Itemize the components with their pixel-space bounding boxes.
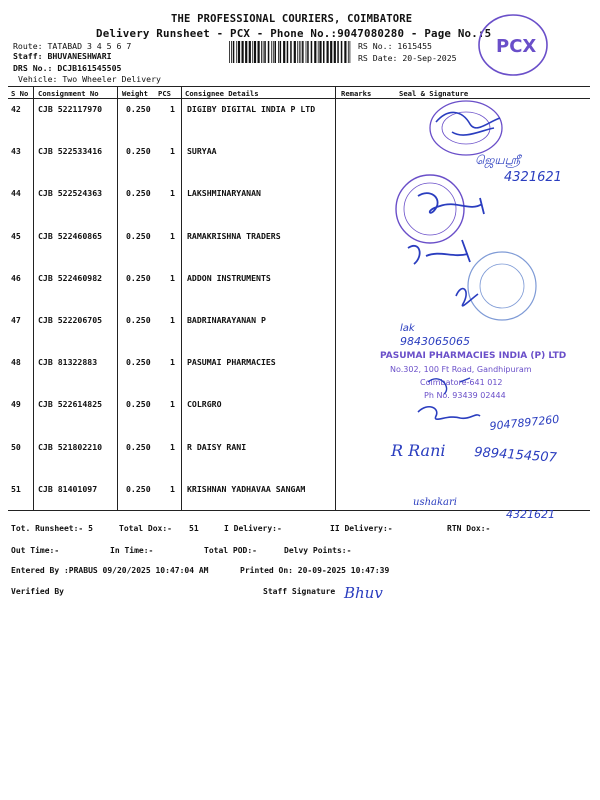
barcode-bar <box>275 41 277 63</box>
barcode-bar <box>350 41 351 63</box>
cell-pcs: 1 <box>170 188 175 199</box>
barcode-bar <box>245 41 247 63</box>
cell-sno: 48 <box>11 357 21 368</box>
barcode-bar <box>319 41 321 63</box>
barcode-bar <box>311 41 313 63</box>
cell-consignment-no: CJB 81322883 <box>38 357 98 368</box>
printed-on: Printed On: 20-09-2025 10:47:39 <box>240 566 390 575</box>
cell-consignee: PASUMAI PHARMACIES <box>187 357 276 368</box>
tot-runsheet: Tot. Runsheet:- 5 <box>11 524 93 533</box>
out-time: Out Time:- <box>11 546 60 555</box>
table-row <box>0 188 600 230</box>
barcode-bar <box>273 41 274 63</box>
cell-consignment-no: CJB 522206705 <box>38 315 103 325</box>
cell-pcs: 1 <box>170 399 175 410</box>
table-header-border <box>8 98 590 99</box>
table-row <box>0 273 600 315</box>
cell-weight: 0.250 <box>126 272 151 283</box>
barcode-bar <box>290 41 292 63</box>
cell-consignee: COLRGRO <box>187 399 222 410</box>
barcode-bar <box>254 41 256 63</box>
cell-weight: 0.250 <box>126 188 151 199</box>
barcode-bar <box>287 41 289 63</box>
r47-phone: 9843065065 <box>400 335 470 348</box>
barcode-bar <box>261 41 262 63</box>
cell-consignment-no: CJB 522460865 <box>38 230 103 241</box>
barcode-bar <box>294 41 296 63</box>
cell-pcs: 1 <box>170 104 175 114</box>
rtn-dox: RTN Dox:- <box>447 524 491 533</box>
staff-signature-label: Staff Signature <box>263 587 336 596</box>
barcode-bar <box>233 41 235 63</box>
cell-consignee: DIGIBY DIGITAL INDIA P LTD <box>187 104 316 114</box>
cell-consignee: BADRINARAYANAN P <box>187 315 266 325</box>
barcode-bar <box>302 41 304 63</box>
r43-name: ஜெயஸ்ரீ <box>475 153 521 167</box>
cell-sno: 43 <box>11 146 21 157</box>
barcode-bar <box>327 41 329 63</box>
r48-stamp-line4: Ph No. 93439 02444 <box>424 391 506 400</box>
barcode-bar <box>271 41 272 63</box>
barcode-bar <box>314 41 316 63</box>
cell-pcs: 1 <box>170 357 175 368</box>
barcode-bar <box>252 41 253 63</box>
cell-consignee: ADDON INSTRUMENTS <box>187 272 271 283</box>
barcode-bar <box>229 41 230 63</box>
cell-pcs: 1 <box>170 483 175 494</box>
barcode-bar <box>231 41 232 63</box>
table-row <box>0 357 600 399</box>
cell-sno: 50 <box>11 441 21 452</box>
cell-pcs: 1 <box>170 272 175 283</box>
r49-phone: 9047897260 <box>488 412 560 433</box>
barcode-bar <box>344 41 346 63</box>
cell-consignment-no: CJB 522614825 <box>38 399 103 410</box>
table-row <box>0 231 600 273</box>
cell-pcs: 1 <box>170 146 175 157</box>
cell-weight: 0.250 <box>126 399 151 410</box>
staff-label: Staff: BHUVANESHWARI <box>13 51 112 61</box>
r47-initials: lak <box>400 323 415 334</box>
table-row <box>0 484 600 526</box>
barcode-bar <box>306 41 307 63</box>
cell-weight: 0.250 <box>126 104 151 114</box>
cell-pcs: 1 <box>170 230 175 241</box>
company-title: THE PROFESSIONAL COURIERS, COIMBATORE <box>171 13 413 25</box>
runsheet-subtitle: Delivery Runsheet - PCX - Phone No.:9047080280 - Page No.:5 <box>96 27 492 40</box>
table-row <box>0 315 600 357</box>
cell-pcs: 1 <box>170 315 175 325</box>
cell-sno: 51 <box>11 483 21 494</box>
barcode-bar <box>348 41 349 63</box>
barcode-bar <box>297 41 298 63</box>
r51-signature: ushakari <box>413 497 457 508</box>
total-pod: Total POD:- <box>204 546 257 555</box>
cell-weight: 0.250 <box>126 146 151 157</box>
drs-label: DRS No.: DCJB161545505 <box>13 63 122 73</box>
barcode-bar <box>307 41 309 63</box>
cell-weight: 0.250 <box>126 483 151 494</box>
barcode <box>229 41 353 63</box>
cell-sno: 47 <box>11 315 21 325</box>
pcx-stamp-text: PCX <box>496 36 537 57</box>
delvy-points: Delvy Points:- <box>284 546 352 555</box>
cell-weight: 0.250 <box>126 441 151 452</box>
barcode-bar <box>334 41 336 63</box>
table-row <box>0 104 600 146</box>
table-row <box>0 399 600 441</box>
rs-no-label: RS No.: 1615455 <box>358 41 432 51</box>
verified-by: Verified By <box>11 587 64 596</box>
r48-stamp-line1: PASUMAI PHARMACIES INDIA (P) LTD <box>380 351 567 361</box>
cell-consignee: SURYAA <box>187 146 217 157</box>
barcode-bar <box>330 41 332 63</box>
col-seal-signature: Seal & Signature <box>399 89 469 98</box>
table-row <box>0 146 600 188</box>
r50-signature: R Rani <box>391 441 446 460</box>
table-top-border <box>8 86 590 87</box>
col-sno: S No <box>11 89 29 98</box>
staff-signature-handwritten: Bhuv <box>344 584 383 602</box>
cell-consignee: KRISHNAN YADHAVAA SANGAM <box>187 483 306 494</box>
in-time: In Time:- <box>110 546 154 555</box>
cell-sno: 42 <box>11 104 21 114</box>
cell-sno: 46 <box>11 272 21 283</box>
cell-consignment-no: CJB 522117970 <box>38 104 103 114</box>
r48-stamp-line3: Coimbatore-641 012 <box>420 378 503 387</box>
cell-consignment-no: CJB 522524363 <box>38 188 103 199</box>
barcode-bar <box>301 41 302 63</box>
cell-consignee: RAMAKRISHNA TRADERS <box>187 230 281 241</box>
barcode-bar <box>280 41 282 63</box>
barcode-bar <box>299 41 300 63</box>
barcode-bar <box>263 41 264 63</box>
barcode-bar <box>249 41 251 63</box>
i-delivery: I Delivery:- <box>224 524 282 533</box>
rs-date-label: RS Date: 20-Sep-2025 <box>358 53 457 63</box>
cell-sno: 44 <box>11 188 21 199</box>
total-dox-label: Total Dox:- <box>119 524 172 533</box>
barcode-bar <box>278 41 279 63</box>
barcode-bar <box>283 41 285 63</box>
cell-consignment-no: CJB 522533416 <box>38 146 103 157</box>
col-weight: Weight <box>122 89 148 98</box>
col-pcs: PCS <box>158 89 171 98</box>
entered-by: Entered By :PRABUS 09/20/2025 10:47:04 AM <box>11 566 209 575</box>
cell-consignment-no: CJB 81401097 <box>38 483 98 494</box>
col-consignee: Consignee Details <box>185 89 259 98</box>
barcode-bar <box>341 41 343 63</box>
r48-stamp-line2: No.302, 100 Ft Road, Gandhipuram <box>390 365 532 374</box>
col-consignment: Consignment No <box>38 89 99 98</box>
barcode-bar <box>264 41 266 63</box>
barcode-bar <box>337 41 339 63</box>
cell-weight: 0.250 <box>126 357 151 368</box>
cell-consignment-no: CJB 522460982 <box>38 272 103 283</box>
cell-sno: 49 <box>11 399 21 410</box>
route-label: Route: TATABAD 3 4 5 6 7 <box>13 41 132 51</box>
cell-consignment-no: CJB 521802210 <box>38 441 103 452</box>
cell-pcs: 1 <box>170 441 175 452</box>
barcode-bar <box>236 41 237 63</box>
vehicle-label: Vehicle: Two Wheeler Delivery <box>18 74 161 84</box>
barcode-bar <box>258 41 260 63</box>
total-dox-value: 51 <box>189 524 199 533</box>
cell-consignee: LAKSHMINARYANAN <box>187 188 261 199</box>
table-row <box>0 442 600 484</box>
barcode-bar <box>242 41 244 63</box>
r51-phone: 4321621 <box>506 508 555 521</box>
cell-weight: 0.250 <box>126 315 151 325</box>
ii-delivery: II Delivery:- <box>330 524 393 533</box>
pcx-stamp <box>476 12 550 78</box>
cell-weight: 0.250 <box>126 230 151 241</box>
cell-sno: 45 <box>11 230 21 241</box>
r50-phone: 9894154507 <box>473 445 558 466</box>
table-bottom-border <box>8 510 590 511</box>
barcode-bar <box>318 41 319 63</box>
barcode-bar <box>323 41 325 63</box>
r43-number: 4321621 <box>504 170 562 185</box>
col-remarks: Remarks <box>341 89 372 98</box>
cell-consignee: R DAISY RANI <box>187 441 247 452</box>
barcode-bar <box>268 41 270 63</box>
barcode-bar <box>238 41 240 63</box>
